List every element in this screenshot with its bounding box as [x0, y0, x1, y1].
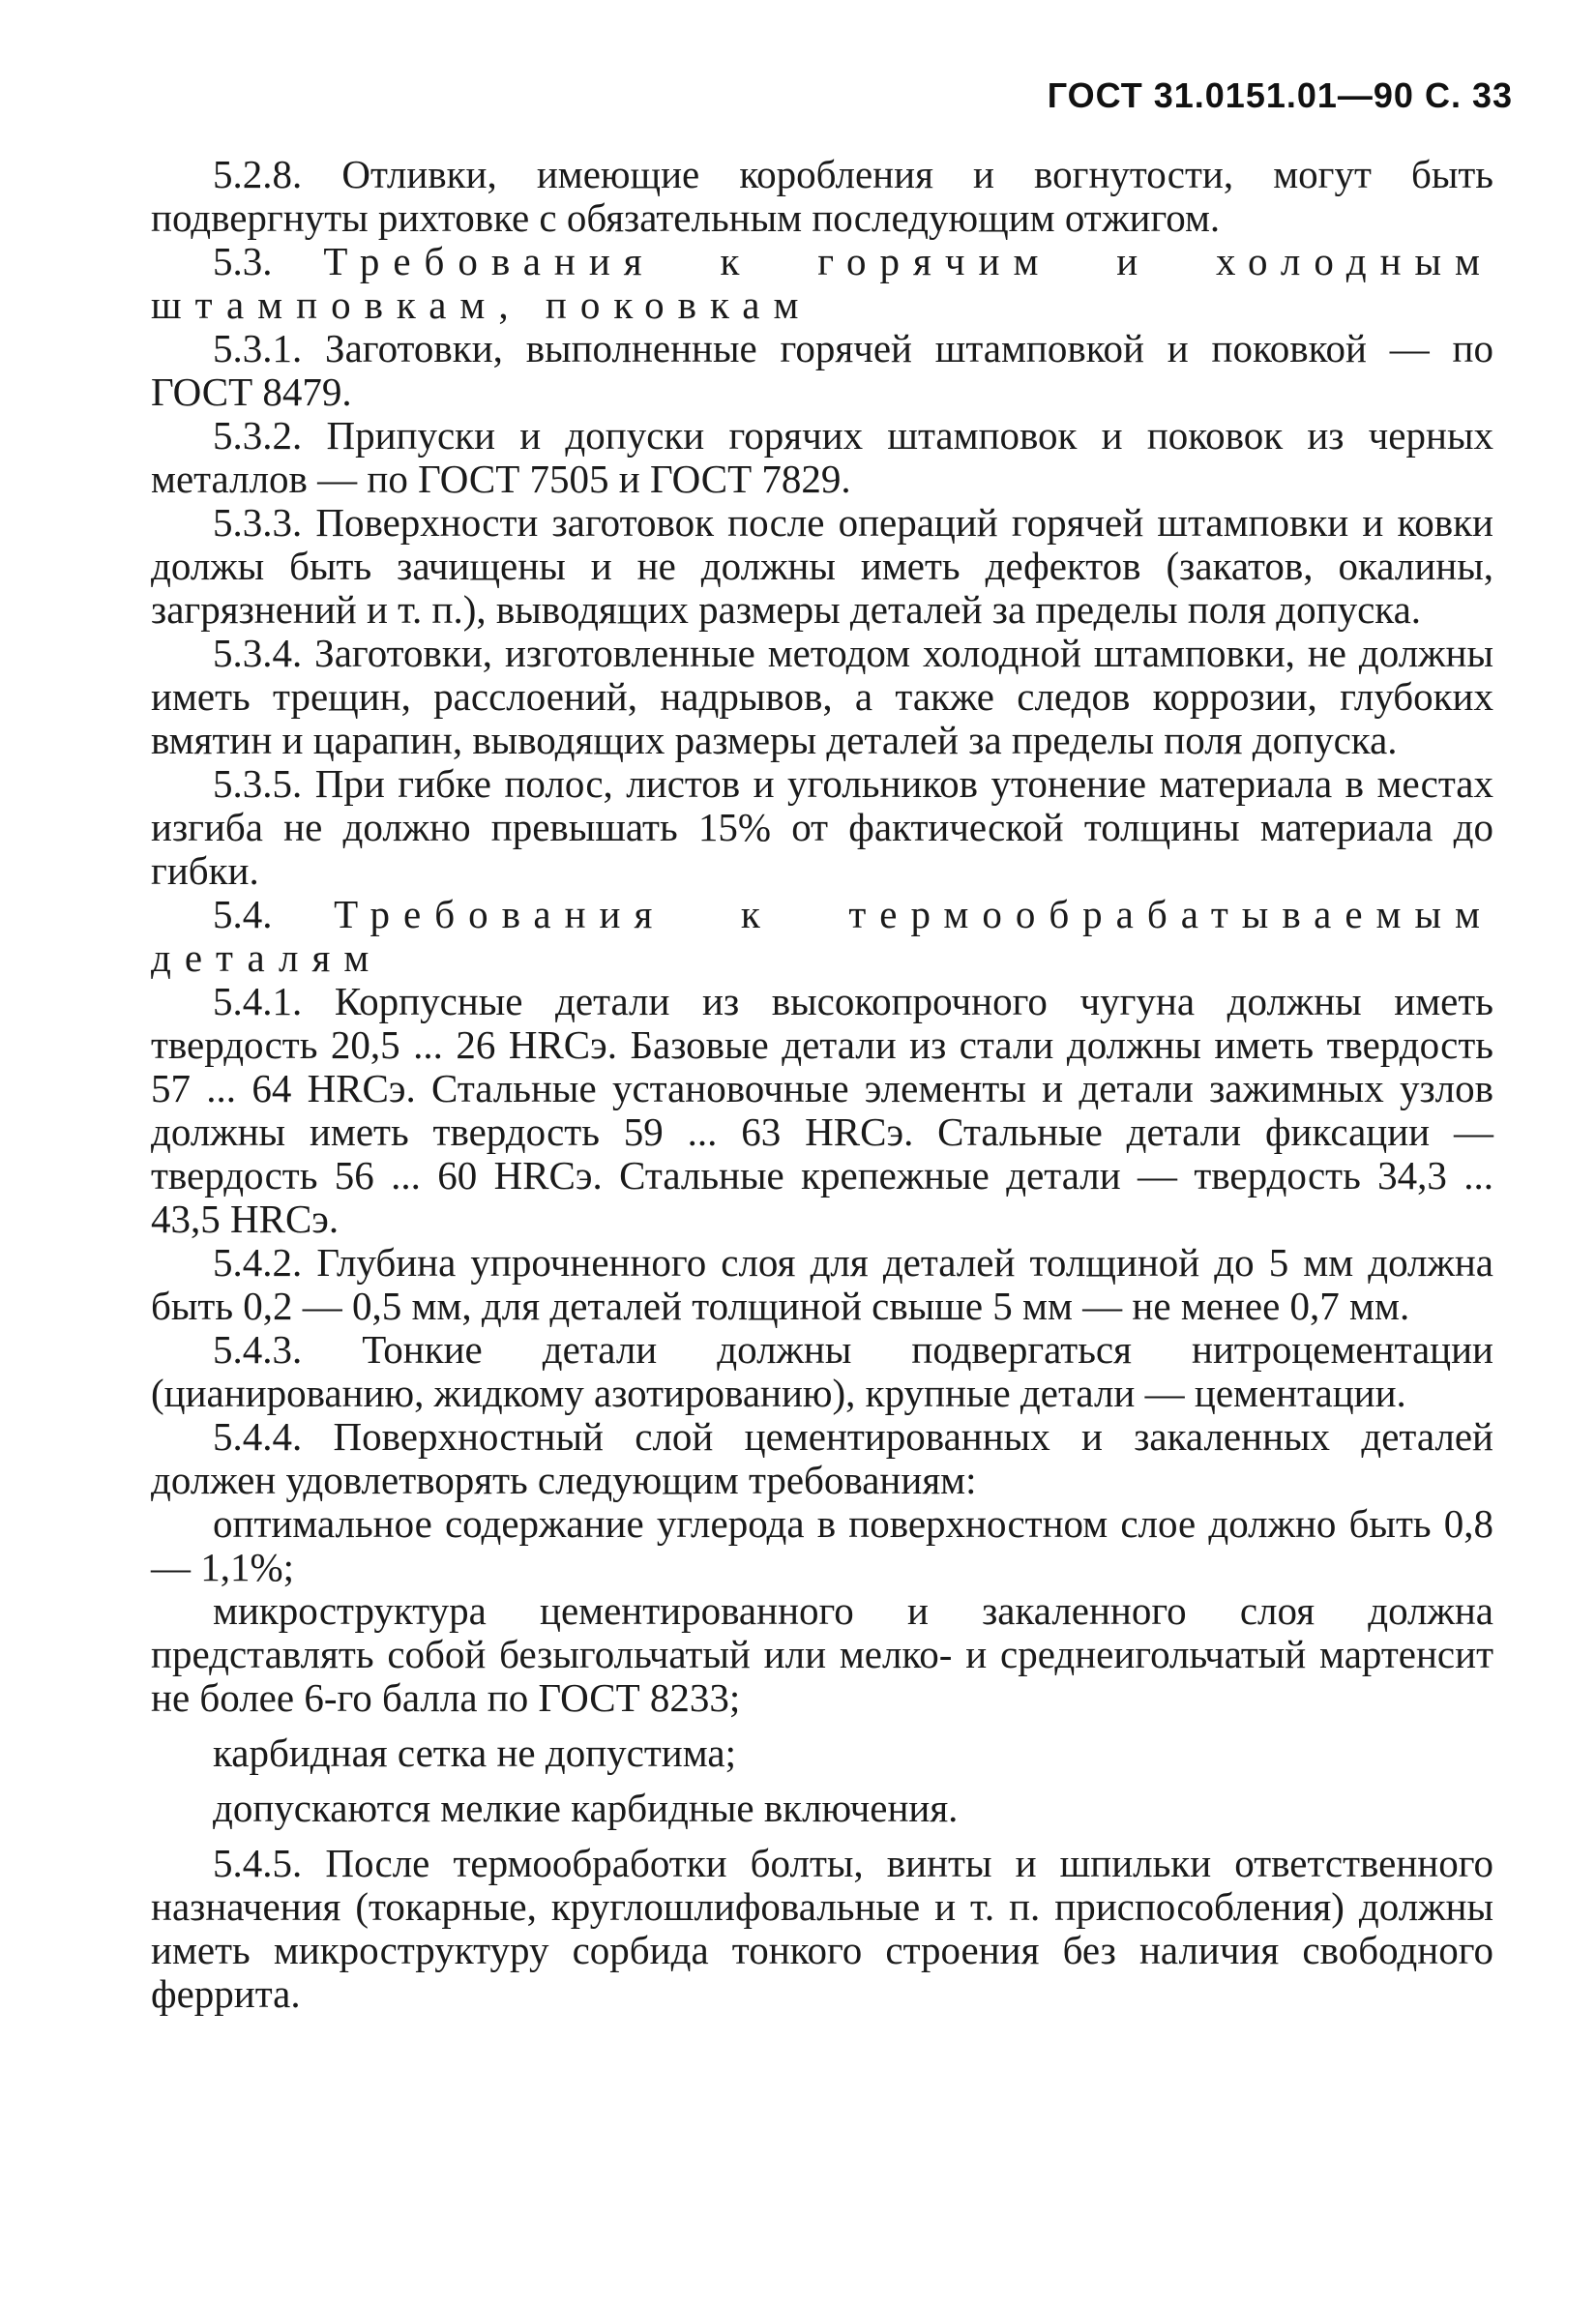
paragraph-5-3-3: 5.3.3. Поверхности заготовок после операций горячей штамповки и ковки должы быть зачищены и не должны иметь дефектов (закатов, окалины, загрязнений и т. п.), выводящих размеры деталей за пределы поля допуска. [151, 500, 1493, 632]
list-item-carbon-content: оптимальное содержание углерода в поверхностном слое должно быть 0,8 — 1,1%; [151, 1501, 1493, 1589]
paragraph-5-3-5: 5.3.5. При гибке полос, листов и угольников утонение материала в местах изгиба не должно превышать 15% от фактической толщины материала до гибки. [151, 761, 1493, 893]
paragraph-5-2-8: 5.2.8. Отливки, имеющие коробления и вогнутости, могут быть подвергнуты рихтовке с обязательным последующим отжигом. [151, 152, 1493, 240]
paragraph-5-4-2: 5.4.2. Глубина упрочненного слоя для деталей толщиной до 5 мм должна быть 0,2 — 0,5 мм, для деталей толщиной свыше 5 мм — не менее 0,7 мм. [151, 1240, 1493, 1328]
paragraph-5-4-1: 5.4.1. Корпусные детали из высокопрочного чугуна должны иметь твердость 20,5 ... 26 HRCэ. Базовые детали из стали должны иметь твердость 57 ... 64 HRCэ. Стальные установочные элементы и детали зажимных узлов должны иметь твердость 59 ... 63 HRCэ. Стальные детали фиксации — твердость 56 ... 60 HRCэ. Стальные крепежные детали — твердость 34,3 ... 43,5 HRCэ. [151, 979, 1493, 1241]
page-header: ГОСТ 31.0151.01—90 С. 33 [1047, 75, 1513, 115]
paragraph-5-3-2: 5.3.2. Припуски и допуски горячих штамповок и поковок из черных металлов — по ГОСТ 7505 и ГОСТ 7829. [151, 413, 1493, 501]
list-item-microstructure: микроструктура цементированного и закаленного слоя должна представлять собой безыгольчатый или мелко- и среднеигольчатый мартенсит не более 6-го балла по ГОСТ 8233; [151, 1588, 1493, 1720]
section-number: 5.3. [213, 239, 324, 283]
paragraph-5-3-4: 5.3.4. Заготовки, изготовленные методом холодной штамповки, не должны иметь трещин, расслоений, надрывов, а также следов коррозии, глубоких вмятин и царапин, выводящих размеры деталей за пределы поля допуска. [151, 631, 1493, 762]
paragraph-5-4-3: 5.4.3. Тонкие детали должны подвергаться нитроцементации (цианированию, жидкому азотированию), крупные детали — цементации. [151, 1327, 1493, 1415]
section-heading-5-3 [151, 240, 1493, 327]
paragraph-5-4-5: 5.4.5. После термообработки болты, винты и шпильки ответственного назначения (токарные, круглошлифовальные и т. п. приспособления) должны иметь микроструктуру сорбида тонкого строения без наличия свободного феррита. [151, 1841, 1493, 2016]
document-body [151, 153, 1493, 2016]
section-title: Требования к термообрабатываемым деталям [151, 892, 1493, 980]
section-title: Требования к горячим и холодным штамповкам, поковкам [151, 239, 1493, 327]
paragraph-5-4-4: 5.4.4. Поверхностный слой цементированных и закаленных деталей должен удовлетворять следующим требованиям: [151, 1414, 1493, 1502]
section-heading-5-4 [151, 893, 1493, 980]
list-item-carbide-network: карбидная сетка не допустима; [213, 1730, 736, 1775]
paragraph-5-3-1: 5.3.1. Заготовки, выполненные горячей штамповкой и поковкой — по ГОСТ 8479. [151, 326, 1493, 414]
section-number: 5.4. [213, 892, 335, 936]
list-item-carbide-inclusions: допускаются мелкие карбидные включения. [213, 1786, 959, 1830]
